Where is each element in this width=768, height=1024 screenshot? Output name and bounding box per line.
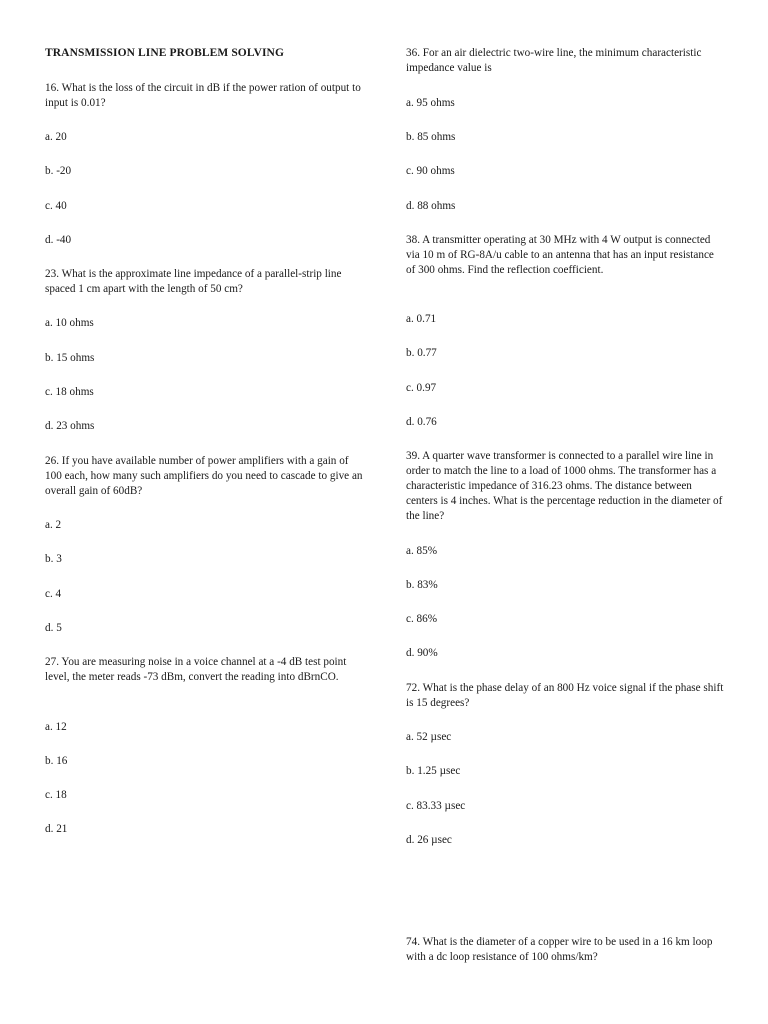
question-23-option-c: c. 18 ohms xyxy=(45,386,94,398)
document-title: TRANSMISSION LINE PROBLEM SOLVING xyxy=(45,47,284,59)
question-72-option-c: c. 83.33 µsec xyxy=(406,800,466,812)
question-72-option-d: d. 26 µsec xyxy=(406,834,452,846)
question-23-option-d: d. 23 ohms xyxy=(45,420,95,432)
question-39-option-b: b. 83% xyxy=(406,579,438,591)
question-26: 26. If you have available number of power amplifiers with a gain of 100 each, how many such amplifiers do you need to cascade to give an overall gain of 60dB? xyxy=(45,455,363,497)
question-38: 38. A transmitter operating at 30 MHz with 4 W output is connected via 10 m of RG-8A/u cable to an antenna that has an input resistance of 300 ohms. Find the reflection coefficient. xyxy=(406,234,714,276)
question-26-option-d: d. 5 xyxy=(45,622,62,634)
question-36: 36. For an air dielectric two-wire line, the minimum characteristic impedance value is xyxy=(406,47,702,74)
question-23-option-b: b. 15 ohms xyxy=(45,352,95,364)
question-38-option-d: d. 0.76 xyxy=(406,416,437,428)
question-36-option-a: a. 95 ohms xyxy=(406,97,455,109)
question-72: 72. What is the phase delay of an 800 Hz voice signal if the phase shift is 15 degrees? xyxy=(406,682,724,709)
question-16: 16. What is the loss of the circuit in dB if the power ration of output to input is 0.01? xyxy=(45,82,361,109)
question-39-option-d: d. 90% xyxy=(406,647,438,659)
question-26-option-a: a. 2 xyxy=(45,519,62,531)
question-36-option-b: b. 85 ohms xyxy=(406,131,456,143)
question-74: 74. What is the diameter of a copper wire to be used in a 16 km loop with a dc loop resistance of 100 ohms/km? xyxy=(406,936,713,963)
question-72-option-b: b. 1.25 µsec xyxy=(406,765,461,777)
question-27: 27. You are measuring noise in a voice channel at a -4 dB test point level, the meter reads -73 dBm, convert the reading into dBrnCO. xyxy=(45,656,347,683)
question-36-option-d: d. 88 ohms xyxy=(406,200,456,212)
question-39-option-a: a. 85% xyxy=(406,545,438,557)
question-38-option-c: c. 0.97 xyxy=(406,382,437,394)
question-26-option-b: b. 3 xyxy=(45,553,62,565)
question-38-option-a: a. 0.71 xyxy=(406,313,437,325)
question-36-option-c: c. 90 ohms xyxy=(406,165,455,177)
question-16-option-a: a. 20 xyxy=(45,131,67,143)
question-26-option-c: c. 4 xyxy=(45,588,62,600)
question-16-option-d: d. -40 xyxy=(45,234,72,246)
question-72-option-a: a. 52 µsec xyxy=(406,731,452,743)
question-38-option-b: b. 0.77 xyxy=(406,347,437,359)
question-23: 23. What is the approximate line impedance of a parallel-strip line spaced 1 cm apart with the length of 50 cm? xyxy=(45,268,342,295)
question-16-option-b: b. -20 xyxy=(45,165,72,177)
question-27-option-d: d. 21 xyxy=(45,823,68,835)
question-23-option-a: a. 10 ohms xyxy=(45,317,94,329)
question-39-option-c: c. 86% xyxy=(406,613,438,625)
question-27-option-b: b. 16 xyxy=(45,755,68,767)
question-16-option-c: c. 40 xyxy=(45,200,67,212)
question-39: 39. A quarter wave transformer is connected to a parallel wire line in order to match the line to a load of 1000 ohms. The transformer has a characteristic impedance of 316.23 ohms. The distance between centers is 4 inches. What is the percentage reduction in the diameter of the line? xyxy=(406,450,723,522)
question-27-option-c: c. 18 xyxy=(45,789,67,801)
question-27-option-a: a. 12 xyxy=(45,721,67,733)
